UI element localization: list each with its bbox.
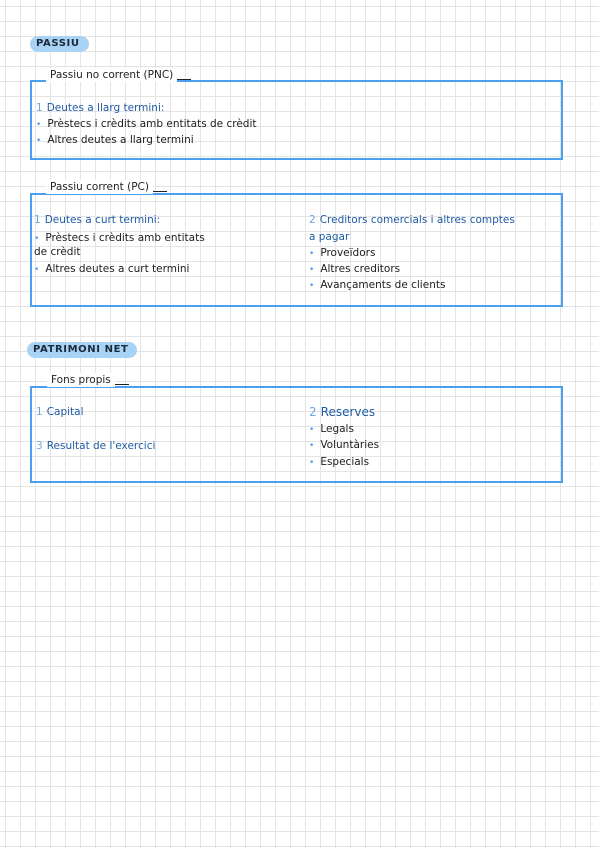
fons-reserves-item-text: Legals xyxy=(320,423,354,435)
pnc-heading-text: Deutes a llarg termini: xyxy=(46,102,165,114)
pc-col2-item-text: Altres creditors xyxy=(320,263,401,275)
box-passiu-corrent xyxy=(30,193,563,307)
pc-col2-item-text: Proveïdors xyxy=(320,247,376,259)
pc-col1-item-continued: de crèdit xyxy=(34,246,81,258)
fons-reserves-item xyxy=(309,422,354,437)
fons-resultat-number: 3 xyxy=(36,440,43,452)
fons-capital xyxy=(36,405,84,419)
pnc-item-text: Altres deutes a llarg termini xyxy=(47,134,194,146)
pc-col2-item xyxy=(309,262,400,277)
bullet-icon: • xyxy=(36,120,42,130)
section-label-patrimoni-net: PATRIMONI NET xyxy=(27,342,137,358)
pc-col2-item xyxy=(309,246,375,261)
fons-reserves-item-text: Especials xyxy=(320,456,370,468)
pnc-item-text: Prèstecs i crèdits amb entitats de crèdit xyxy=(47,118,257,130)
bullet-icon: • xyxy=(34,265,40,275)
pnc-heading-number: 1 xyxy=(36,102,43,114)
fons-reserves-item-text: Voluntàries xyxy=(320,439,380,451)
bullet-icon: • xyxy=(309,281,315,291)
box-title-pnc: Passiu no corrent (PNC) xyxy=(46,68,177,82)
pc-col1-item-text: Altres deutes a curt termini xyxy=(45,263,190,275)
fons-resultat xyxy=(36,439,155,453)
fons-resultat-text: Resultat de l'exercici xyxy=(46,440,156,452)
pc-col1-item xyxy=(34,231,205,246)
fons-reserves-text: Reserves xyxy=(320,405,376,419)
pnc-heading xyxy=(36,101,164,115)
pc-col1-heading-text: Deutes a curt termini: xyxy=(44,214,161,226)
section-label-passiu: PASSIU xyxy=(30,36,89,52)
box-title-pc: Passiu corrent (PC) xyxy=(46,180,153,194)
box-title-fons-propis: Fons propis xyxy=(47,373,115,387)
pc-col1-heading-number: 1 xyxy=(34,214,41,226)
pc-col2-heading-text: Creditors comercials i altres comptes xyxy=(319,214,515,226)
bullet-icon: • xyxy=(309,249,315,259)
pc-col1-item-text: Prèstecs i crèdits amb entitats xyxy=(45,232,205,244)
bullet-icon: • xyxy=(309,265,315,275)
pnc-item xyxy=(36,133,194,148)
pc-col2-heading-continued: a pagar xyxy=(309,231,350,243)
bullet-icon: • xyxy=(36,136,42,146)
bullet-icon: • xyxy=(309,441,315,451)
box-fons-propis xyxy=(30,386,563,483)
fons-capital-text: Capital xyxy=(46,406,84,418)
fons-capital-number: 1 xyxy=(36,406,43,418)
pc-col2-heading xyxy=(309,213,515,227)
pc-col2-item xyxy=(309,278,445,293)
fons-reserves-item xyxy=(309,455,369,470)
pc-col2-heading-number: 2 xyxy=(309,214,316,226)
pnc-item xyxy=(36,117,257,132)
pc-col2-item-text: Avançaments de clients xyxy=(320,279,446,291)
fons-reserves-item xyxy=(309,438,379,453)
pc-col1-heading xyxy=(34,213,160,227)
bullet-icon: • xyxy=(309,458,315,468)
fons-reserves xyxy=(309,405,375,419)
bullet-icon: • xyxy=(309,425,315,435)
bullet-icon: • xyxy=(34,234,40,244)
fons-reserves-number: 2 xyxy=(309,405,317,419)
pc-col1-item xyxy=(34,262,189,277)
